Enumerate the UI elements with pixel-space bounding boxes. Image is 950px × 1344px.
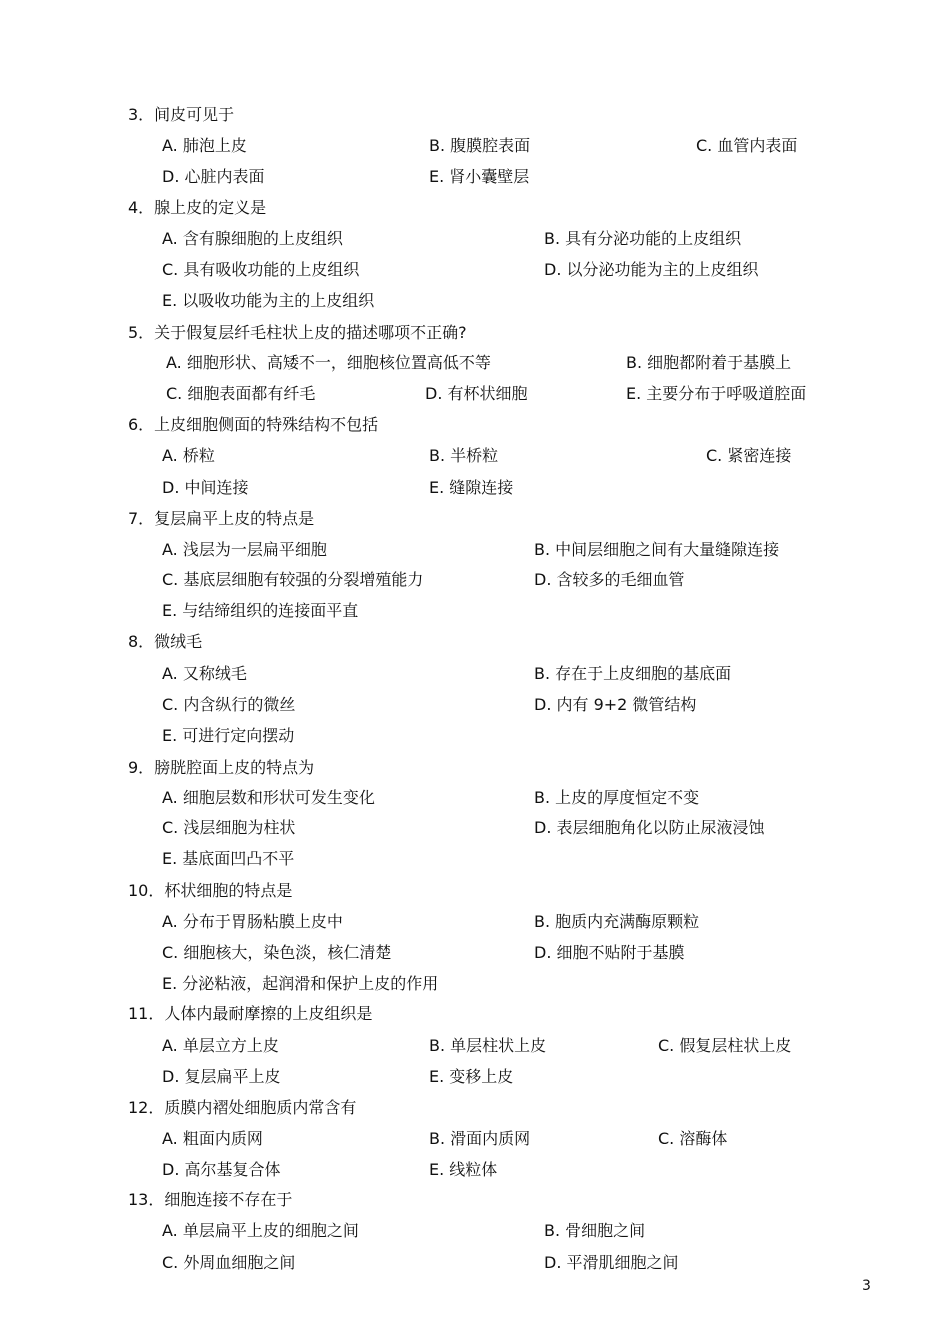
- option-d: D. 含较多的毛细血管: [534, 570, 685, 589]
- option-c: C. 溶酶体: [658, 1129, 728, 1148]
- option-a: A. 单层扁平上皮的细胞之间: [162, 1221, 359, 1240]
- question-stem: 5．关于假复层纤毛柱状上皮的描述哪项不正确?: [128, 323, 467, 342]
- option-d: D. 中间连接: [162, 478, 249, 497]
- option-c: C. 紧密连接: [706, 446, 792, 465]
- option-e: E. 基底面凹凸不平: [162, 849, 295, 868]
- option-c: C. 细胞表面都有纤毛: [166, 384, 316, 403]
- option-c: C. 假复层柱状上皮: [658, 1036, 792, 1055]
- option-b: B. 单层柱状上皮: [429, 1036, 547, 1055]
- option-a: A. 肺泡上皮: [162, 136, 247, 155]
- option-e: E. 与结缔组织的连接面平直: [162, 601, 359, 620]
- option-e: E. 主要分布于呼吸道腔面: [626, 384, 807, 403]
- option-b: B. 具有分泌功能的上皮组织: [544, 229, 742, 248]
- option-a: A. 粗面内质网: [162, 1129, 263, 1148]
- question-stem: 7．复层扁平上皮的特点是: [128, 509, 315, 528]
- option-c: C. 基底层细胞有较强的分裂增殖能力: [162, 570, 424, 589]
- option-b: B. 胞质内充满酶原颗粒: [534, 912, 700, 931]
- option-e: E. 缝隙连接: [429, 478, 514, 497]
- option-a: A. 含有腺细胞的上皮组织: [162, 229, 343, 248]
- option-c: C. 血管内表面: [696, 136, 798, 155]
- option-a: A. 桥粒: [162, 446, 215, 465]
- option-d: D. 平滑肌细胞之间: [544, 1253, 679, 1272]
- question-stem: 9．膀胱腔面上皮的特点为: [128, 758, 315, 777]
- option-c: C. 内含纵行的微丝: [162, 695, 296, 714]
- option-c: C. 外周血细胞之间: [162, 1253, 296, 1272]
- option-d: D. 表层细胞角化以防止尿液浸蚀: [534, 818, 765, 837]
- option-a: A. 单层立方上皮: [162, 1036, 279, 1055]
- option-d: D. 高尔基复合体: [162, 1160, 281, 1179]
- option-c: C. 浅层细胞为柱状: [162, 818, 296, 837]
- question-stem: 13．细胞连接不存在于: [128, 1190, 293, 1209]
- option-b: B. 上皮的厚度恒定不变: [534, 788, 700, 807]
- option-c: C. 具有吸收功能的上皮组织: [162, 260, 360, 279]
- option-e: E. 变移上皮: [429, 1067, 514, 1086]
- option-d: D. 内有 9+2 微管结构: [534, 695, 697, 714]
- option-d: D. 细胞不贴附于基膜: [534, 943, 685, 962]
- option-a: A. 分布于胃肠粘膜上皮中: [162, 912, 343, 931]
- question-stem: 6．上皮细胞侧面的特殊结构不包括: [128, 415, 379, 434]
- option-a: A. 细胞形状、高矮不一，细胞核位置高低不等: [166, 353, 491, 372]
- option-e: E. 可进行定向摆动: [162, 726, 295, 745]
- question-stem: 3．间皮可见于: [128, 105, 235, 124]
- question-stem: 4．腺上皮的定义是: [128, 198, 267, 217]
- question-stem: 10．杯状细胞的特点是: [128, 881, 293, 900]
- option-e: E. 以吸收功能为主的上皮组织: [162, 291, 375, 310]
- question-stem: 12．质膜内褶处细胞质内常含有: [128, 1098, 357, 1117]
- question-stem: 11．人体内最耐摩擦的上皮组织是: [128, 1004, 373, 1023]
- option-e: E. 线粒体: [429, 1160, 498, 1179]
- page-number: 3: [862, 1278, 871, 1294]
- question-stem: 8．微绒毛: [128, 632, 203, 651]
- option-d: D. 复层扁平上皮: [162, 1067, 281, 1086]
- option-b: B. 中间层细胞之间有大量缝隙连接: [534, 540, 780, 559]
- option-b: B. 存在于上皮细胞的基底面: [534, 664, 732, 683]
- option-a: A. 浅层为一层扁平细胞: [162, 540, 327, 559]
- option-d: D. 有杯状细胞: [425, 384, 528, 403]
- option-b: B. 骨细胞之间: [544, 1221, 646, 1240]
- option-c: C. 细胞核大，染色淡，核仁清楚: [162, 943, 392, 962]
- option-e: E. 分泌粘液，起润滑和保护上皮的作用: [162, 974, 439, 993]
- option-d: D. 心脏内表面: [162, 167, 265, 186]
- option-b: B. 滑面内质网: [429, 1129, 531, 1148]
- option-b: B. 细胞都附着于基膜上: [626, 353, 792, 372]
- option-a: A. 细胞层数和形状可发生变化: [162, 788, 375, 807]
- option-e: E. 肾小囊壁层: [429, 167, 530, 186]
- option-b: B. 半桥粒: [429, 446, 499, 465]
- option-b: B. 腹膜腔表面: [429, 136, 531, 155]
- option-d: D. 以分泌功能为主的上皮组织: [544, 260, 759, 279]
- option-a: A. 又称绒毛: [162, 664, 247, 683]
